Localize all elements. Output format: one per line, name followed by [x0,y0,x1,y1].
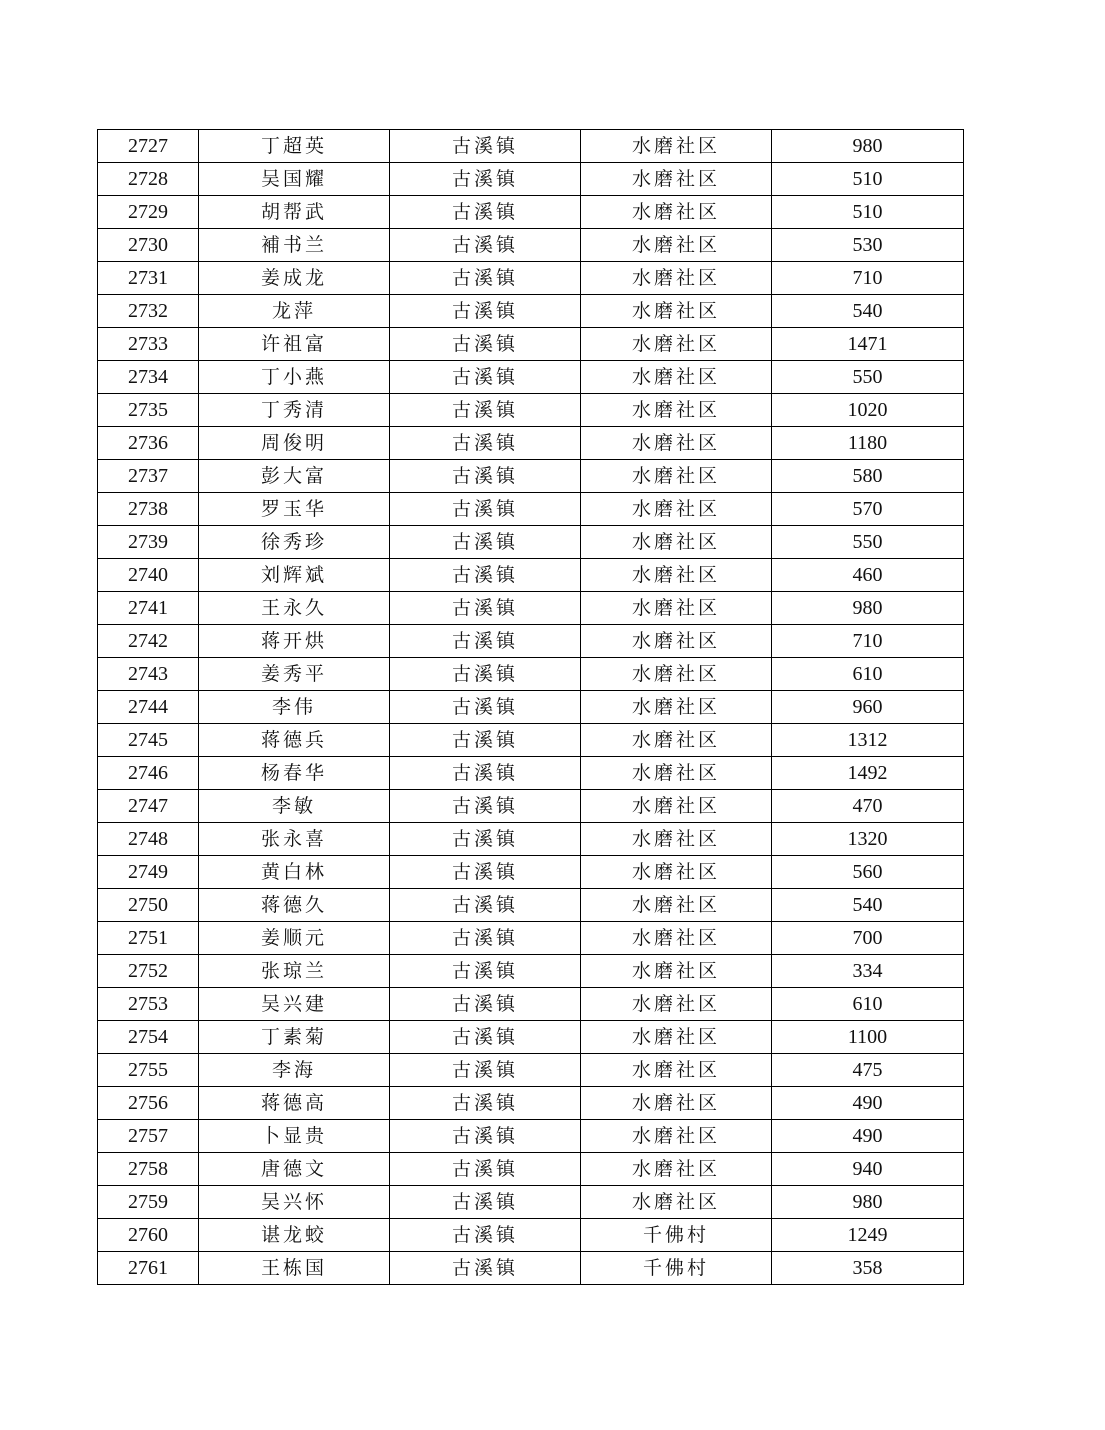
name-cell: 谌龙蛟 [199,1219,390,1252]
roster-table [97,129,964,1285]
amount-cell: 510 [772,196,964,229]
serial-number-cell: 2727 [98,130,199,163]
table-row [98,922,964,955]
table-row [98,559,964,592]
name-cell: 黄白林 [199,856,390,889]
name-cell: 丁素菊 [199,1021,390,1054]
table-row [98,592,964,625]
town-cell: 古溪镇 [390,823,581,856]
table-row [98,1120,964,1153]
amount-cell: 980 [772,130,964,163]
village-cell: 水磨社区 [581,427,772,460]
serial-number-cell: 2740 [98,559,199,592]
village-cell: 水磨社区 [581,526,772,559]
table-row [98,1087,964,1120]
amount-cell: 334 [772,955,964,988]
name-cell: 姜成龙 [199,262,390,295]
village-cell: 水磨社区 [581,163,772,196]
serial-number-cell: 2743 [98,658,199,691]
table-row [98,394,964,427]
serial-number-cell: 2747 [98,790,199,823]
name-cell: 张永喜 [199,823,390,856]
amount-cell: 700 [772,922,964,955]
table-row [98,196,964,229]
village-cell: 水磨社区 [581,955,772,988]
table-row [98,1219,964,1252]
amount-cell: 530 [772,229,964,262]
amount-cell: 560 [772,856,964,889]
serial-number-cell: 2742 [98,625,199,658]
town-cell: 古溪镇 [390,1153,581,1186]
serial-number-cell: 2734 [98,361,199,394]
amount-cell: 490 [772,1087,964,1120]
village-cell: 千佛村 [581,1219,772,1252]
town-cell: 古溪镇 [390,130,581,163]
town-cell: 古溪镇 [390,592,581,625]
town-cell: 古溪镇 [390,1219,581,1252]
village-cell: 千佛村 [581,1252,772,1285]
town-cell: 古溪镇 [390,1120,581,1153]
village-cell: 水磨社区 [581,229,772,262]
village-cell: 水磨社区 [581,559,772,592]
serial-number-cell: 2730 [98,229,199,262]
serial-number-cell: 2732 [98,295,199,328]
town-cell: 古溪镇 [390,658,581,691]
amount-cell: 980 [772,1186,964,1219]
village-cell: 水磨社区 [581,1153,772,1186]
table-row [98,526,964,559]
serial-number-cell: 2744 [98,691,199,724]
town-cell: 古溪镇 [390,460,581,493]
amount-cell: 980 [772,592,964,625]
serial-number-cell: 2737 [98,460,199,493]
town-cell: 古溪镇 [390,559,581,592]
serial-number-cell: 2746 [98,757,199,790]
amount-cell: 710 [772,625,964,658]
town-cell: 古溪镇 [390,1252,581,1285]
table-row [98,1021,964,1054]
town-cell: 古溪镇 [390,988,581,1021]
village-cell: 水磨社区 [581,790,772,823]
table-row [98,625,964,658]
name-cell: 刘辉斌 [199,559,390,592]
table-row [98,1153,964,1186]
name-cell: 罗玉华 [199,493,390,526]
serial-number-cell: 2757 [98,1120,199,1153]
village-cell: 水磨社区 [581,1087,772,1120]
village-cell: 水磨社区 [581,724,772,757]
village-cell: 水磨社区 [581,130,772,163]
table-row [98,1252,964,1285]
village-cell: 水磨社区 [581,922,772,955]
name-cell: 丁超英 [199,130,390,163]
village-cell: 水磨社区 [581,625,772,658]
town-cell: 古溪镇 [390,262,581,295]
amount-cell: 1492 [772,757,964,790]
name-cell: 丁秀清 [199,394,390,427]
table-row [98,229,964,262]
amount-cell: 1249 [772,1219,964,1252]
table-row [98,889,964,922]
town-cell: 古溪镇 [390,526,581,559]
table-row [98,757,964,790]
serial-number-cell: 2758 [98,1153,199,1186]
village-cell: 水磨社区 [581,295,772,328]
table-row [98,460,964,493]
amount-cell: 580 [772,460,964,493]
name-cell: 姜顺元 [199,922,390,955]
village-cell: 水磨社区 [581,394,772,427]
table-row [98,790,964,823]
town-cell: 古溪镇 [390,922,581,955]
amount-cell: 490 [772,1120,964,1153]
village-cell: 水磨社区 [581,262,772,295]
village-cell: 水磨社区 [581,592,772,625]
name-cell: 王栋国 [199,1252,390,1285]
name-cell: 卜显贵 [199,1120,390,1153]
table-row [98,1186,964,1219]
table-row [98,823,964,856]
village-cell: 水磨社区 [581,460,772,493]
name-cell: 姜秀平 [199,658,390,691]
town-cell: 古溪镇 [390,295,581,328]
name-cell: 徐秀珍 [199,526,390,559]
town-cell: 古溪镇 [390,163,581,196]
village-cell: 水磨社区 [581,1120,772,1153]
village-cell: 水磨社区 [581,493,772,526]
town-cell: 古溪镇 [390,427,581,460]
amount-cell: 358 [772,1252,964,1285]
name-cell: 蒋德久 [199,889,390,922]
name-cell: 蒋开烘 [199,625,390,658]
name-cell: 吴兴建 [199,988,390,1021]
amount-cell: 940 [772,1153,964,1186]
amount-cell: 550 [772,526,964,559]
amount-cell: 1312 [772,724,964,757]
table-row [98,856,964,889]
town-cell: 古溪镇 [390,691,581,724]
name-cell: 胡帮武 [199,196,390,229]
serial-number-cell: 2735 [98,394,199,427]
name-cell: 周俊明 [199,427,390,460]
village-cell: 水磨社区 [581,691,772,724]
table-row [98,1054,964,1087]
roster-table-body [98,130,964,1285]
town-cell: 古溪镇 [390,955,581,988]
serial-number-cell: 2748 [98,823,199,856]
amount-cell: 710 [772,262,964,295]
town-cell: 古溪镇 [390,1186,581,1219]
town-cell: 古溪镇 [390,328,581,361]
table-row [98,262,964,295]
village-cell: 水磨社区 [581,823,772,856]
serial-number-cell: 2752 [98,955,199,988]
name-cell: 张琼兰 [199,955,390,988]
town-cell: 古溪镇 [390,493,581,526]
town-cell: 古溪镇 [390,1054,581,1087]
serial-number-cell: 2754 [98,1021,199,1054]
amount-cell: 475 [772,1054,964,1087]
name-cell: 蒋德高 [199,1087,390,1120]
name-cell: 杨春华 [199,757,390,790]
serial-number-cell: 2751 [98,922,199,955]
town-cell: 古溪镇 [390,889,581,922]
table-row [98,724,964,757]
name-cell: 王永久 [199,592,390,625]
serial-number-cell: 2729 [98,196,199,229]
serial-number-cell: 2733 [98,328,199,361]
town-cell: 古溪镇 [390,757,581,790]
village-cell: 水磨社区 [581,328,772,361]
town-cell: 古溪镇 [390,790,581,823]
town-cell: 古溪镇 [390,1021,581,1054]
name-cell: 吴国耀 [199,163,390,196]
table-row [98,988,964,1021]
village-cell: 水磨社区 [581,988,772,1021]
table-row [98,493,964,526]
serial-number-cell: 2750 [98,889,199,922]
serial-number-cell: 2761 [98,1252,199,1285]
serial-number-cell: 2760 [98,1219,199,1252]
village-cell: 水磨社区 [581,889,772,922]
table-row [98,658,964,691]
serial-number-cell: 2756 [98,1087,199,1120]
table-row [98,427,964,460]
town-cell: 古溪镇 [390,724,581,757]
amount-cell: 610 [772,658,964,691]
name-cell: 李伟 [199,691,390,724]
village-cell: 水磨社区 [581,1186,772,1219]
name-cell: 龙萍 [199,295,390,328]
town-cell: 古溪镇 [390,229,581,262]
town-cell: 古溪镇 [390,1087,581,1120]
name-cell: 唐德文 [199,1153,390,1186]
serial-number-cell: 2728 [98,163,199,196]
table-row [98,361,964,394]
serial-number-cell: 2749 [98,856,199,889]
serial-number-cell: 2745 [98,724,199,757]
serial-number-cell: 2753 [98,988,199,1021]
town-cell: 古溪镇 [390,394,581,427]
amount-cell: 1320 [772,823,964,856]
name-cell: 彭大富 [199,460,390,493]
serial-number-cell: 2759 [98,1186,199,1219]
town-cell: 古溪镇 [390,361,581,394]
amount-cell: 550 [772,361,964,394]
town-cell: 古溪镇 [390,856,581,889]
village-cell: 水磨社区 [581,196,772,229]
name-cell: 许祖富 [199,328,390,361]
village-cell: 水磨社区 [581,658,772,691]
village-cell: 水磨社区 [581,1054,772,1087]
amount-cell: 460 [772,559,964,592]
serial-number-cell: 2755 [98,1054,199,1087]
name-cell: 蒋德兵 [199,724,390,757]
name-cell: 李海 [199,1054,390,1087]
village-cell: 水磨社区 [581,856,772,889]
serial-number-cell: 2739 [98,526,199,559]
table-row [98,691,964,724]
serial-number-cell: 2731 [98,262,199,295]
amount-cell: 540 [772,295,964,328]
serial-number-cell: 2741 [98,592,199,625]
town-cell: 古溪镇 [390,196,581,229]
table-row [98,955,964,988]
village-cell: 水磨社区 [581,361,772,394]
table-row [98,328,964,361]
amount-cell: 1020 [772,394,964,427]
amount-cell: 610 [772,988,964,1021]
amount-cell: 960 [772,691,964,724]
name-cell: 吴兴怀 [199,1186,390,1219]
amount-cell: 470 [772,790,964,823]
name-cell: 李敏 [199,790,390,823]
name-cell: 丁小燕 [199,361,390,394]
serial-number-cell: 2736 [98,427,199,460]
serial-number-cell: 2738 [98,493,199,526]
table-row [98,130,964,163]
town-cell: 古溪镇 [390,625,581,658]
table-row [98,295,964,328]
table-row [98,163,964,196]
amount-cell: 1180 [772,427,964,460]
amount-cell: 1471 [772,328,964,361]
amount-cell: 1100 [772,1021,964,1054]
amount-cell: 540 [772,889,964,922]
amount-cell: 570 [772,493,964,526]
village-cell: 水磨社区 [581,1021,772,1054]
name-cell: 補书兰 [199,229,390,262]
amount-cell: 510 [772,163,964,196]
village-cell: 水磨社区 [581,757,772,790]
